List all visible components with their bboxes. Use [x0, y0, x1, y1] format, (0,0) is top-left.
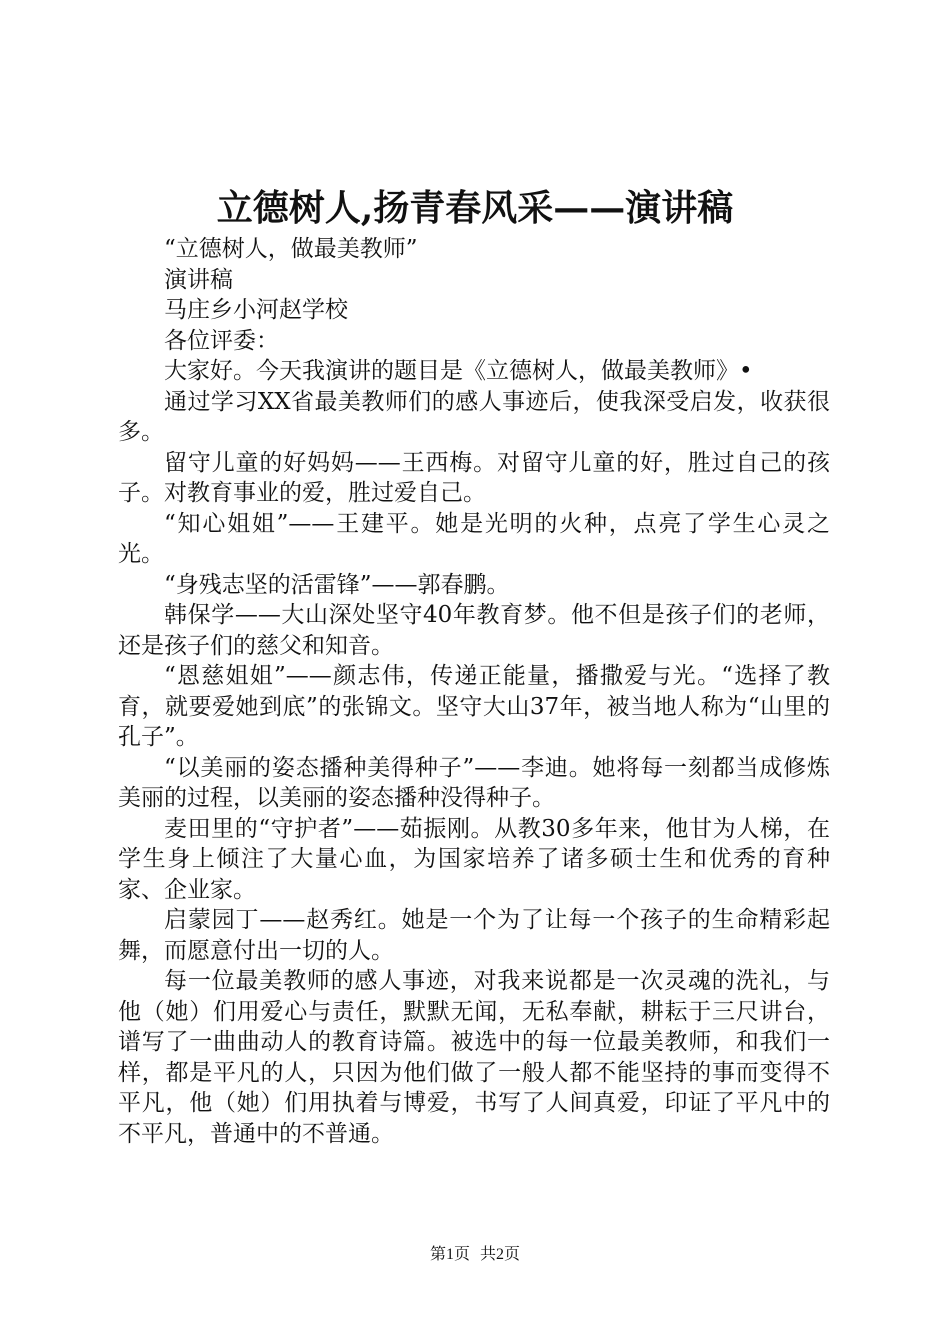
paragraph-li-di: “以美丽的姿态播种美得种子”——李迪。她将每一刻都当成修炼美丽的过程，以美丽的姿态播种没得种子。: [118, 754, 830, 811]
paragraph-yan-zhiwei: “恩慈姐姐”——颜志伟，传递正能量，播撒爱与光。“选择了教育，就要爱她到底”的张锦文。坚守大山37年，被当地人称为“山里的孔子”。: [118, 663, 830, 750]
page-number: 第1页: [429, 1246, 470, 1263]
page-total: 共2页: [480, 1246, 521, 1263]
paragraph-school: 马庄乡小河赵学校: [164, 297, 348, 323]
paragraph-conclusion: 每一位最美教师的感人事迹，对我来说都是一次灵魂的洗礼，与他（她）们用爱心与责任，默默无闻，无私奉献，耕耘于三尺讲台，谱写了一曲曲动人的教育诗篇。被选中的每一位最美教师，和我们一样，都是平凡的人，只因为他们做了一般人都不能坚持的事而变得不平凡，他（她）们用执着与博爱，书写了人间真爱，印证了平凡中的不平凡，普通中的不普通。: [118, 968, 830, 1147]
document-body: [118, 234, 830, 1149]
paragraph-subtitle: “立德树人，做最美教师”: [164, 236, 418, 262]
paragraph-wang-jianping: “知心姐姐”——王建平。她是光明的火种，点亮了学生心灵之光。: [118, 510, 830, 567]
document-title: 立德树人,扬青春风采——演讲稿: [216, 187, 734, 229]
paragraph-ru-zhengang: 麦田里的“守护者”——茹振刚。从教30多年来，他甘为人梯，在学生身上倾注了大量心血，为国家培养了诸多硕士生和优秀的育种家、企业家。: [118, 815, 830, 903]
paragraph-intro: 通过学习XX省最美教师们的感人事迹后，使我深受启发，收获很多。: [118, 388, 830, 445]
paragraph-guo-chunpeng: “身残志坚的活雷锋”——郭春鹏。: [164, 571, 510, 598]
paragraph-speech-label: 演讲稿: [164, 266, 233, 293]
paragraph-han-baoxue: 韩保学——大山深处坚守40年教育梦。他不但是孩子们的老师，还是孩子们的慈父和知音。: [118, 602, 830, 659]
paragraph-salutation: 各位评委：: [164, 327, 279, 354]
paragraph-zhao-xiuhong: 启蒙园丁——赵秀红。她是一个为了让每一个孩子的生命精彩起舞，而愿意付出一切的人。: [118, 907, 830, 964]
page-footer: [0, 1244, 950, 1266]
paragraph-wang-ximei: 留守儿童的好妈妈——王西梅。对留守儿童的好，胜过自己的孩子。对教育事业的爱，胜过爱自己。: [118, 449, 830, 506]
paragraph-greeting: 大家好。今天我演讲的题目是《立德树人，做最美教师》•: [164, 358, 753, 384]
